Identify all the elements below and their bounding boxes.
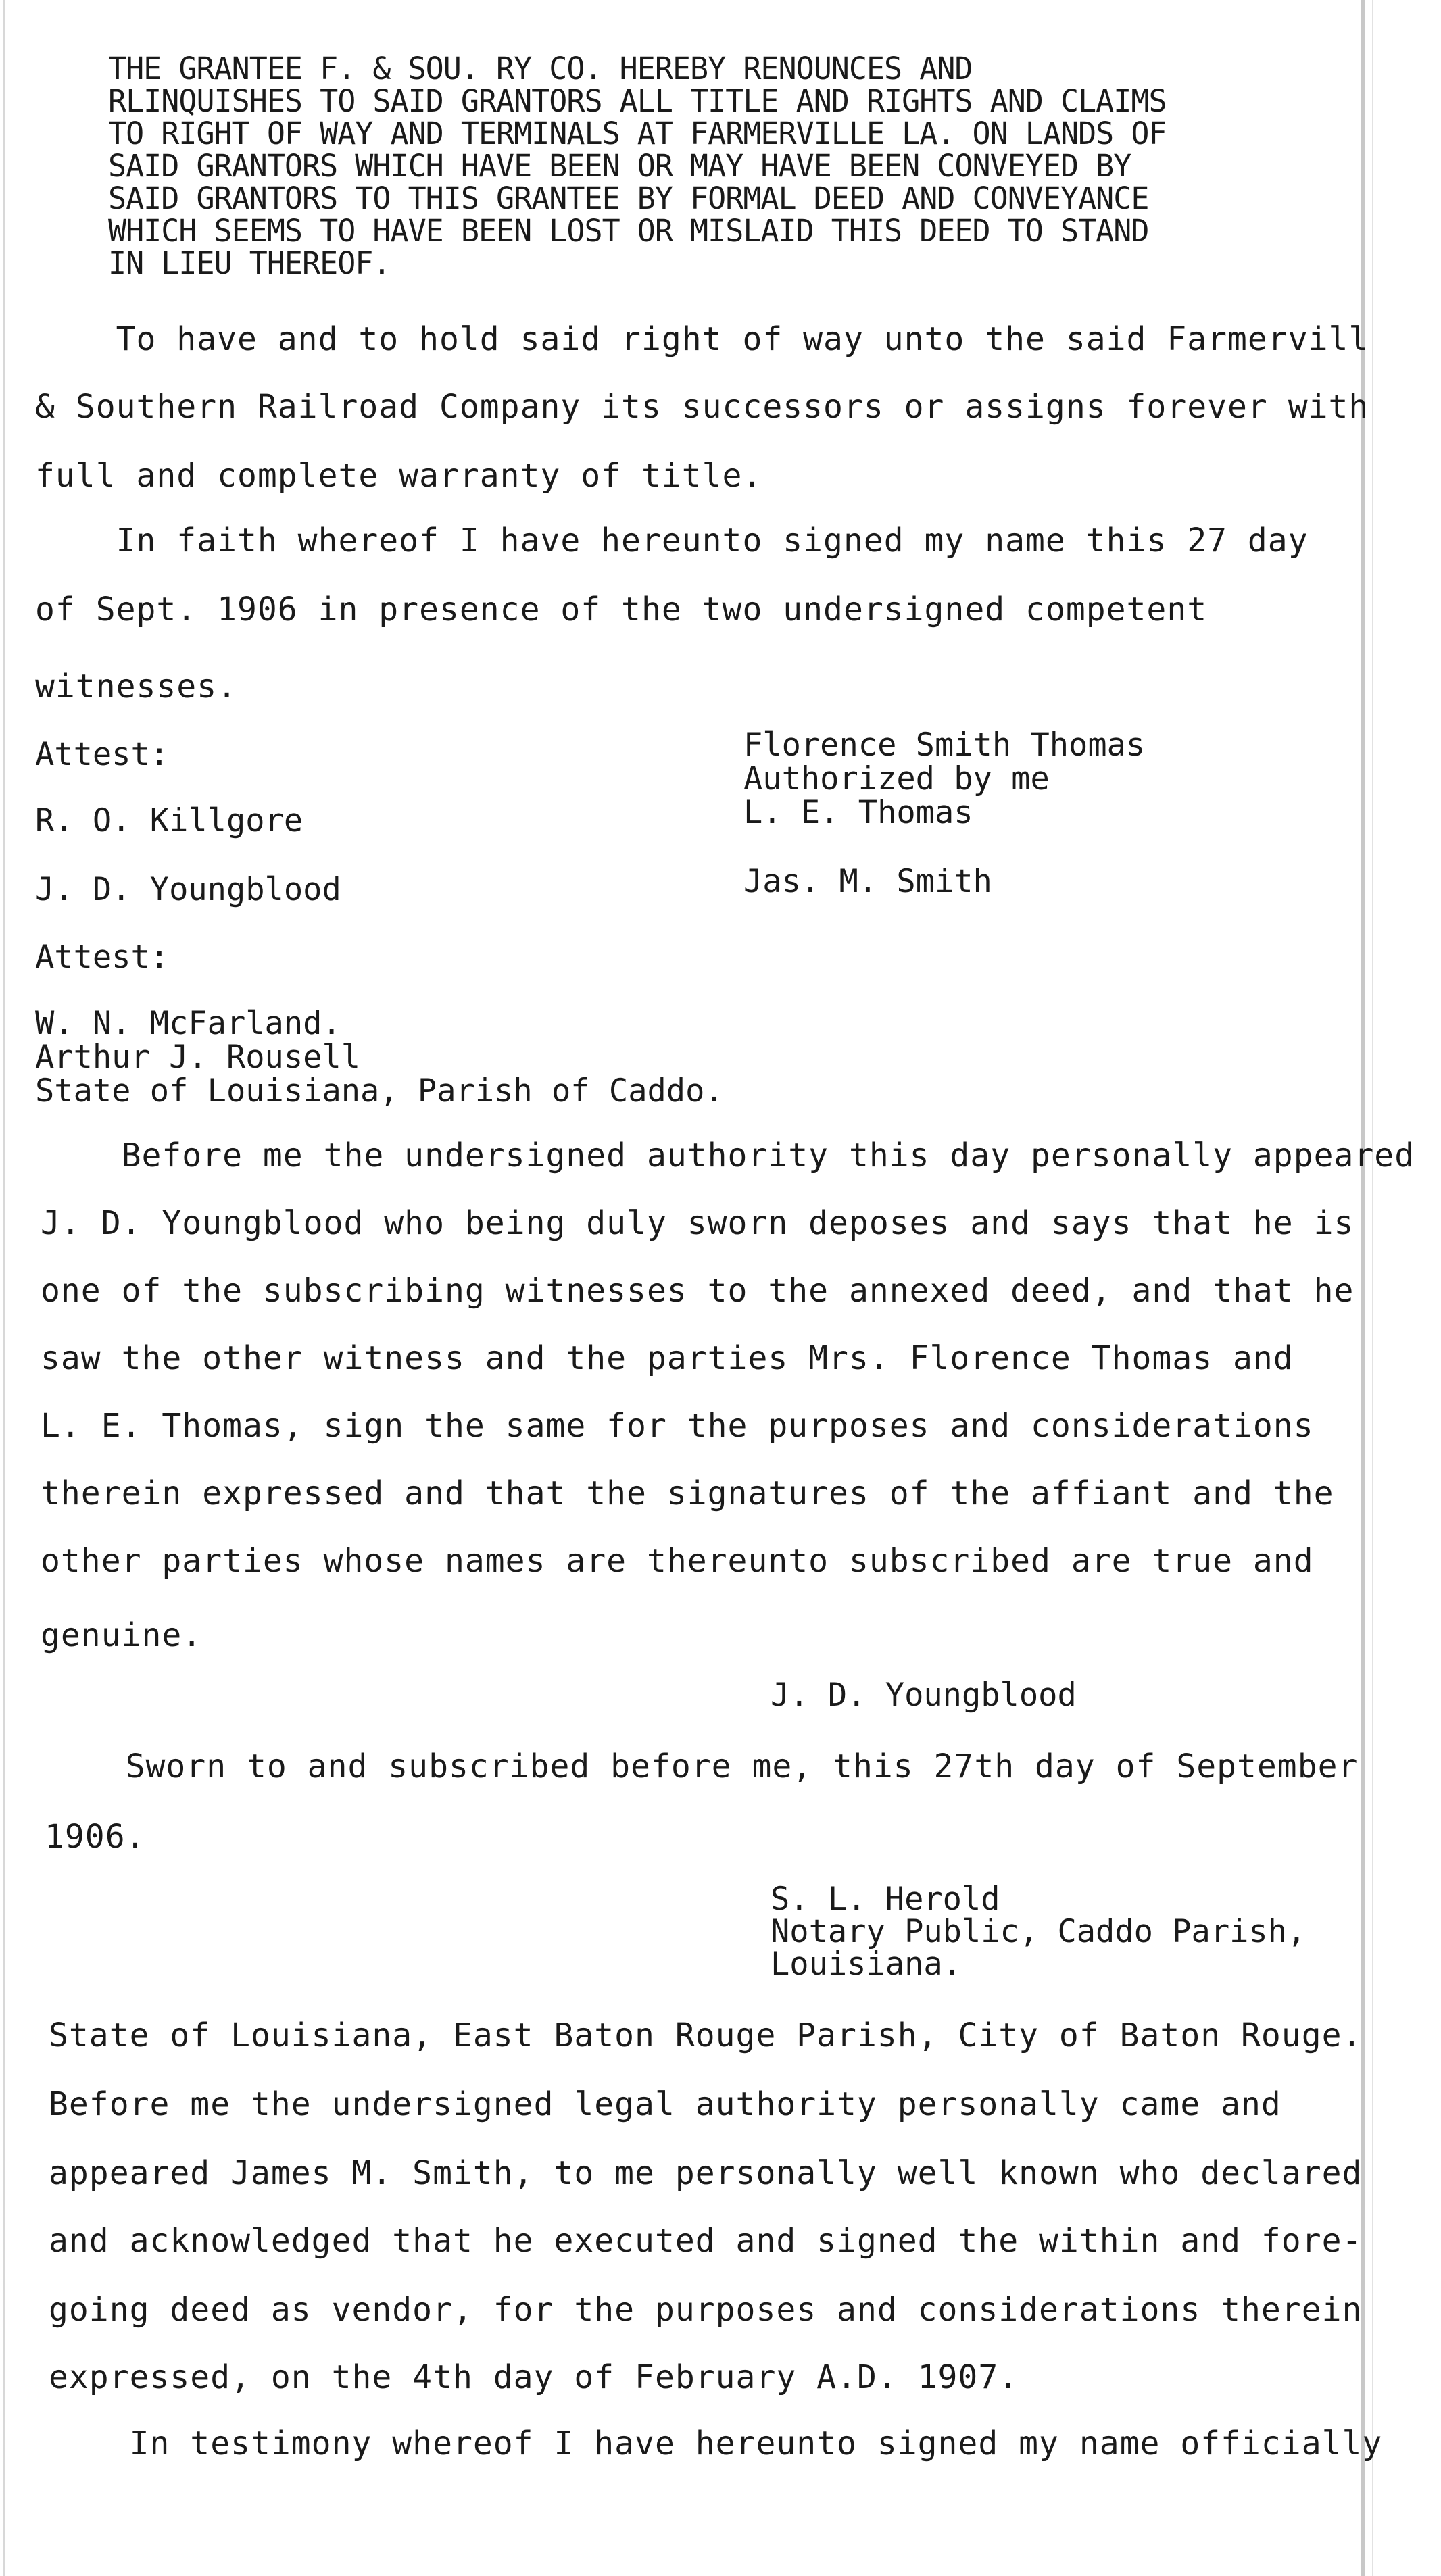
notary-line: Notary Public, Caddo Parish,: [771, 1913, 1306, 1950]
affidavit-line: genuine.: [41, 1616, 203, 1654]
page-edge-right-shadow: [1372, 0, 1373, 2576]
preamble-line: TO RIGHT OF WAY AND TERMINALS AT FARMERVILLE LA. ON LANDS OF: [108, 116, 1167, 151]
acknowledgment-line: Before me the undersigned legal authority personally came and: [49, 2085, 1281, 2123]
attest-label: Attest:: [35, 939, 170, 976]
witness-name: R. O. Killgore: [35, 802, 303, 839]
faith-line: In faith whereof I have hereunto signed my name this 27 day: [35, 522, 1309, 560]
witness-name: Arthur J. Rousell: [35, 1039, 361, 1076]
affidavit-line: saw the other witness and the parties Mrs. Florence Thomas and: [41, 1339, 1294, 1377]
affidavit-line: L. E. Thomas, sign the same for the purposes and considerations: [41, 1407, 1314, 1445]
notary-line: Louisiana.: [771, 1946, 962, 1983]
venue-line: State of Louisiana, Parish of Caddo.: [35, 1072, 724, 1110]
acknowledgment-line: appeared James M. Smith, to me personally well known who declared: [49, 2154, 1363, 2192]
preamble-line: WHICH SEEMS TO HAVE BEEN LOST OR MISLAID THIS DEED TO STAND: [108, 213, 1149, 249]
page-edge-left: [3, 0, 5, 2576]
habendum-line: To have and to hold said right of way unto the said Farmervill: [35, 320, 1369, 358]
witness-name: W. N. McFarland.: [35, 1005, 341, 1042]
faith-line: witnesses.: [35, 668, 237, 705]
affidavit-line: therein expressed and that the signatures of the affiant and the: [41, 1475, 1334, 1512]
preamble-line: THE GRANTEE F. & SOU. RY CO. HEREBY RENOUNCES AND: [108, 51, 973, 86]
attest-label: Attest:: [35, 736, 170, 773]
affidavit-line: other parties whose names are thereunto subscribed are true and: [41, 1542, 1314, 1580]
acknowledgment-line: going deed as vendor, for the purposes and considerations therein: [49, 2291, 1363, 2329]
witness-name: J. D. Youngblood: [35, 871, 341, 908]
acknowledgment-line: and acknowledged that he executed and signed the within and fore-: [49, 2222, 1363, 2260]
signer-line: Authorized by me: [743, 760, 1050, 797]
preamble-line: RLINQUISHES TO SAID GRANTORS ALL TITLE AND RIGHTS AND CLAIMS: [108, 83, 1167, 119]
acknowledgment-line: State of Louisiana, East Baton Rouge Parish, City of Baton Rouge.: [49, 2016, 1363, 2054]
signer-line: Florence Smith Thomas: [743, 726, 1146, 764]
testimony-line: In testimony whereof I have hereunto signed my name officially: [49, 2425, 1383, 2462]
preamble-line: SAID GRANTORS TO THIS GRANTEE BY FORMAL DEED AND CONVEYANCE: [108, 180, 1149, 216]
habendum-line: & Southern Railroad Company its successors or assigns forever with: [35, 388, 1369, 426]
affidavit-line: Before me the undersigned authority this day personally appeared: [41, 1137, 1415, 1174]
preamble-line: SAID GRANTORS WHICH HAVE BEEN OR MAY HAVE BEEN CONVEYED BY: [108, 148, 1131, 184]
faith-line: of Sept. 1906 in presence of the two undersigned competent: [35, 591, 1208, 628]
preamble-line: IN LIEU THEREOF.: [108, 245, 391, 281]
habendum-line: full and complete warranty of title.: [35, 457, 763, 495]
affidavit-line: one of the subscribing witnesses to the annexed deed, and that he: [41, 1272, 1354, 1310]
affidavit-line: J. D. Youngblood who being duly sworn deposes and says that he is: [41, 1204, 1354, 1242]
notary-line: S. L. Herold: [771, 1881, 1000, 1918]
signer-line: L. E. Thomas: [743, 794, 973, 831]
affiant-signature: J. D. Youngblood: [771, 1677, 1077, 1714]
sworn-line: 1906.: [45, 1818, 146, 1856]
acknowledgment-line: expressed, on the 4th day of February A.D. 1907.: [49, 2358, 1019, 2396]
signer-name: Jas. M. Smith: [743, 863, 992, 900]
sworn-line: Sworn to and subscribed before me, this 27th day of September: [45, 1748, 1359, 1785]
